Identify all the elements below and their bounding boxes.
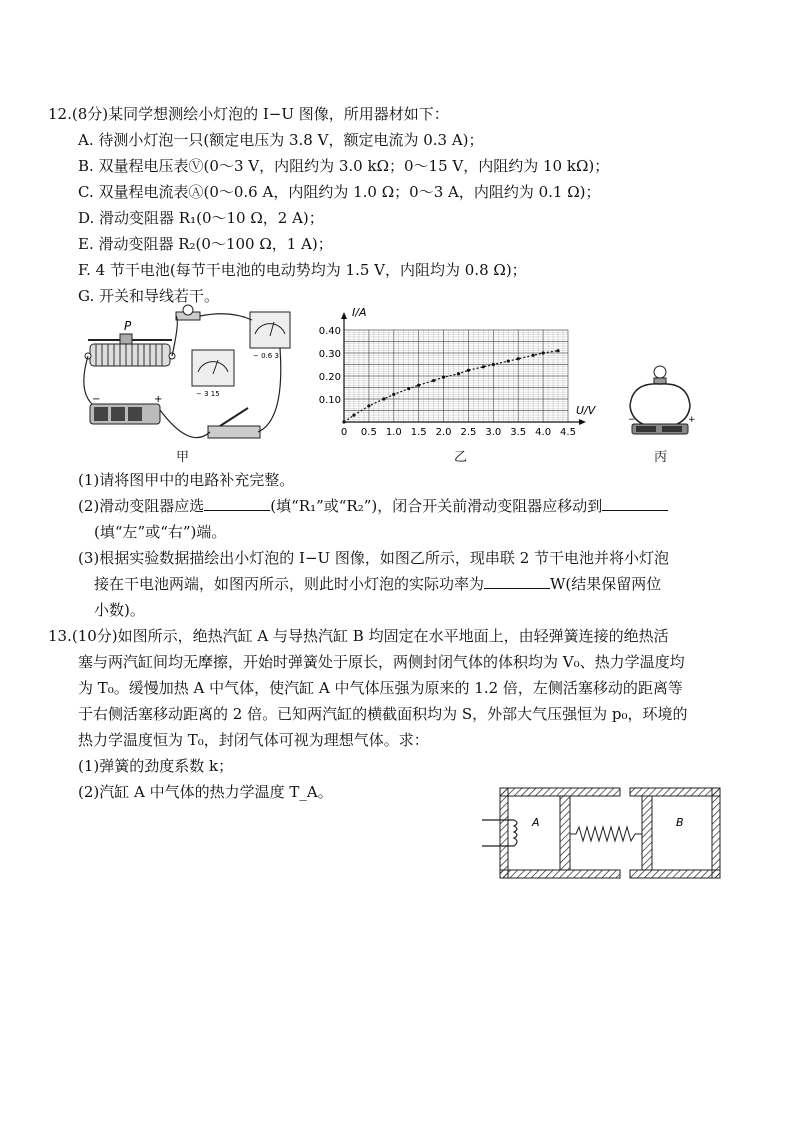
x-tick-label: 2.5 (460, 427, 477, 438)
svg-text:−: − (92, 394, 101, 405)
svg-text:+: + (154, 394, 163, 405)
q12-stem: 12.(8分)某同学想测绘小灯泡的 I−U 图像，所用器材如下： (48, 105, 449, 123)
circuit-figure-jia (80, 300, 300, 460)
q12-sub3-line3: 小数)。 (94, 601, 145, 619)
data-point (507, 359, 510, 362)
y-tick-label: 0.40 (318, 326, 341, 337)
q13-line2: 塞与两汽缸间均无摩擦，开始时弹簧处于原长，两侧封闭气体的体积均为 V₀、热力学温度均 (78, 653, 685, 671)
x-axis-label: U/V (576, 404, 596, 417)
slider-label: P (124, 319, 132, 333)
q13-line4: 于右侧活塞移动距离的 2 倍。已知两汽缸的横截面积均为 S，外部大气压强恒为 p₀，环境的 (78, 705, 688, 723)
svg-text:−: − (628, 415, 636, 425)
q12-sub3-text-b: 接在干电池两端，如图丙所示，则此时小灯泡的实际功率为 (94, 575, 485, 593)
q12-option-g: G. 开关和导线若干。 (78, 287, 219, 305)
answer-blank-end[interactable] (602, 496, 668, 511)
x-tick-label: 1.5 (410, 427, 427, 438)
q12-option-f: F. 4 节干电池(每节干电池的电动势均为 1.5 V，内阻均为 0.8 Ω)； (78, 261, 527, 279)
data-point (342, 420, 345, 423)
y-tick-label: 0.30 (318, 349, 341, 360)
chart-series (342, 349, 559, 424)
y-axis-label: I/A (352, 306, 367, 319)
x-axis-arrow (579, 419, 586, 425)
switch-icon (208, 408, 260, 438)
label-a: A (532, 816, 540, 829)
svg-text:+: + (688, 415, 696, 425)
data-point (482, 365, 485, 368)
y-tick-label: 0.20 (318, 372, 341, 383)
figure-label-bing: 丙 (654, 450, 668, 465)
q12-sub3-text-c: W(结果保留两位 (550, 575, 662, 593)
x-tick-label: 0.5 (360, 427, 377, 438)
x-tick-label: 4.5 (560, 427, 576, 438)
q12-sub2-text-b: (填“R₁”或“R₂”)，闭合开关前滑动变阻器应移动到 (270, 497, 603, 515)
spring-icon (570, 827, 642, 841)
q12-option-d: D. 滑动变阻器 R₁(0～10 Ω，2 A)； (78, 209, 324, 227)
figure-label-jia: 甲 (176, 450, 190, 465)
ammeter-icon (250, 312, 290, 360)
q12-option-e: E. 滑动变阻器 R₂(0～100 Ω，1 A)； (78, 235, 333, 253)
q12-sub3-line2 (94, 574, 661, 594)
q12-option-b: B. 双量程电压表Ⓥ(0～3 V，内阻约为 3.0 kΩ；0～15 V，内阻约为 10 kΩ)； (78, 157, 610, 175)
answer-blank-rheostat[interactable] (204, 496, 270, 511)
answer-blank-power[interactable] (484, 574, 550, 589)
q12-sub3-line1: (3)根据实验数据描绘出小灯泡的 I−U 图像，如图乙所示，现串联 2 节干电池并将小灯泡 (78, 549, 670, 567)
data-point (352, 414, 355, 417)
data-point (532, 354, 535, 357)
piston-left (560, 796, 570, 870)
battery-pack-icon (90, 394, 162, 424)
x-tick-label: 0 (340, 427, 348, 438)
x-tick-label: 3.5 (510, 427, 527, 438)
cylinder-diagram (480, 780, 730, 890)
data-point (542, 351, 545, 354)
y-tick-label: 0.10 (318, 395, 341, 406)
svg-text:− 3 15: − 3 15 (196, 390, 220, 398)
data-point (367, 404, 370, 407)
bulb-on-battery-icon (628, 366, 696, 434)
q13-line5: 热力学温度恒为 T₀，封闭气体可视为理想气体。求： (78, 731, 429, 749)
circuit-figure-bing (622, 360, 702, 440)
q12-sub2-text-a: (2)滑动变阻器应选 (78, 497, 205, 515)
data-point (392, 393, 395, 396)
q12-option-c: C. 双量程电流表Ⓐ(0～0.6 A，内阻约为 1.0 Ω；0～3 A，内阻约为 0.1 Ω)； (78, 183, 601, 201)
bulb-icon (176, 305, 200, 320)
piston-right (642, 796, 652, 870)
q12-sub1: (1)请将图甲中的电路补充完整。 (78, 471, 295, 489)
chart-grid (344, 330, 568, 422)
svg-text:− 0.6 3: − 0.6 3 (253, 352, 279, 360)
data-point (556, 349, 559, 352)
x-tick-label: 2.0 (435, 427, 452, 438)
chart-tick-labels (319, 326, 576, 438)
q12-sub2-line1 (78, 496, 668, 516)
iu-curve (344, 351, 558, 422)
rheostat-icon (85, 334, 175, 366)
q13-sub2: (2)汽缸 A 中气体的热力学温度 T_A。 (78, 783, 333, 801)
data-point (432, 379, 435, 382)
q13-line1: 13.(10分)如图所示，绝热汽缸 A 与导热汽缸 B 均固定在水平地面上，由轻弹簧连接的绝热活 (48, 627, 669, 645)
figure-label-yi: 乙 (454, 450, 468, 465)
q12-sub2-line2: (填“左”或“右”)端。 (94, 523, 227, 541)
data-point (442, 376, 445, 379)
data-point (382, 397, 385, 400)
x-tick-label: 1.0 (385, 427, 402, 438)
q13-line3: 为 T₀。缓慢加热 A 中气体，使汽缸 A 中气体压强为原来的 1.2 倍，左侧活塞移动的距离等 (78, 679, 683, 697)
data-point (457, 372, 460, 375)
q12-option-a: A. 待测小灯泡一只(额定电压为 3.8 V，额定电流为 0.3 A)； (78, 131, 484, 149)
data-point (517, 357, 520, 360)
label-b: B (676, 816, 684, 829)
data-point (467, 369, 470, 372)
x-tick-label: 3.0 (485, 427, 502, 438)
y-axis-arrow (341, 312, 347, 319)
data-point (407, 387, 410, 390)
iu-chart (318, 306, 610, 446)
q13-sub1: (1)弹簧的劲度系数 k； (78, 757, 234, 775)
data-point (492, 363, 495, 366)
voltmeter-icon (192, 350, 234, 398)
data-point (417, 384, 420, 387)
x-tick-label: 4.0 (535, 427, 552, 438)
